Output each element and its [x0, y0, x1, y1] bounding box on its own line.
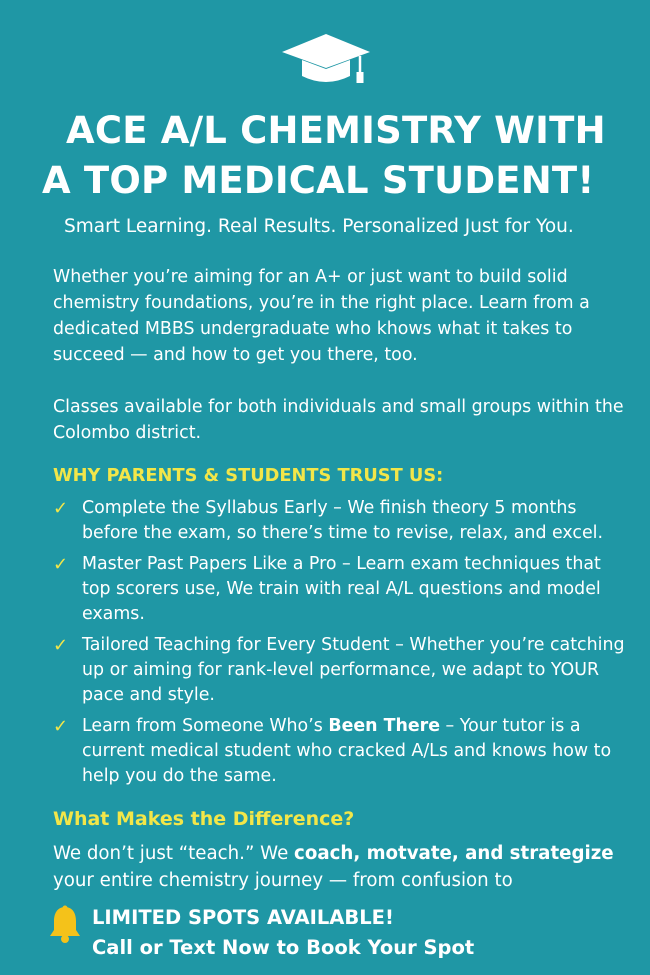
bell-icon: [48, 905, 82, 943]
difference-paragraph: [53, 840, 643, 894]
difference-heading: What Makes the Difference?: [53, 808, 355, 830]
trust-item-title: Learn from Someone Who’s: [82, 716, 329, 736]
check-icon: ✓: [53, 635, 69, 656]
trust-item-title-bold: Been There: [328, 716, 441, 736]
trust-item-past-papers: [53, 552, 633, 627]
trust-item-title: Tailored Teaching for Every Student: [82, 635, 390, 655]
difference-text-pre: We don’t just “teach.” We: [53, 843, 295, 864]
trust-item-text: – Your tutor is a current medical student who cracked A/Ls and knows how to help you do the same.: [82, 716, 612, 786]
check-icon: ✓: [53, 716, 69, 737]
difference-text-post: your entire chemistry journey — from confusion to: [53, 870, 513, 891]
why-trust-heading: WHY PARENTS & STUDENTS TRUST US:: [53, 465, 444, 486]
trust-list: [53, 496, 633, 795]
availability-paragraph: Classes available for both individuals and small groups within the Colombo district.: [53, 397, 624, 443]
trust-item-text: – We finish theory 5 months before the exam, so there’s time to revise, relax, and excel.: [82, 498, 604, 543]
cta-block: [92, 903, 474, 963]
trust-item-been-there: [53, 714, 633, 789]
trust-item-title: Master Past Papers Like a Pro: [82, 554, 337, 574]
limited-spots-text: LIMITED SPOTS AVAILABLE!: [92, 906, 394, 929]
trust-item-text: – Whether you’re catching up or aiming for rank-level performance, we adapt to YOUR pace and style.: [82, 635, 625, 705]
difference-text-bold: coach, motvate, and strategize: [294, 843, 614, 864]
check-icon: ✓: [53, 554, 69, 575]
title-line-2: A TOP MEDICAL STUDENT!: [42, 159, 595, 202]
check-icon: ✓: [53, 498, 69, 519]
trust-item-text: – Learn exam techniques that top scorers use, We train with real A/L questions and model exams.: [82, 554, 601, 624]
subtitle: Smart Learning. Real Results. Personalized Just for You.: [64, 216, 574, 237]
title-line-1: ACE A/L CHEMISTRY WITH: [66, 109, 606, 152]
graduation-cap-icon: [280, 32, 372, 88]
book-spot-text: Call or Text Now to Book Your Spot: [92, 936, 475, 959]
trust-item-tailored: [53, 633, 633, 708]
trust-item-syllabus: [53, 496, 633, 546]
intro-paragraph: Whether you’re aiming for an A+ or just want to build solid chemistry foundations, you’re in the right place. Learn from a dedicated MBBS undergraduate who khows what it takes to succeed — and how to get you there, too.: [53, 267, 590, 365]
trust-item-title: Complete the Syllabus Early: [82, 498, 328, 518]
